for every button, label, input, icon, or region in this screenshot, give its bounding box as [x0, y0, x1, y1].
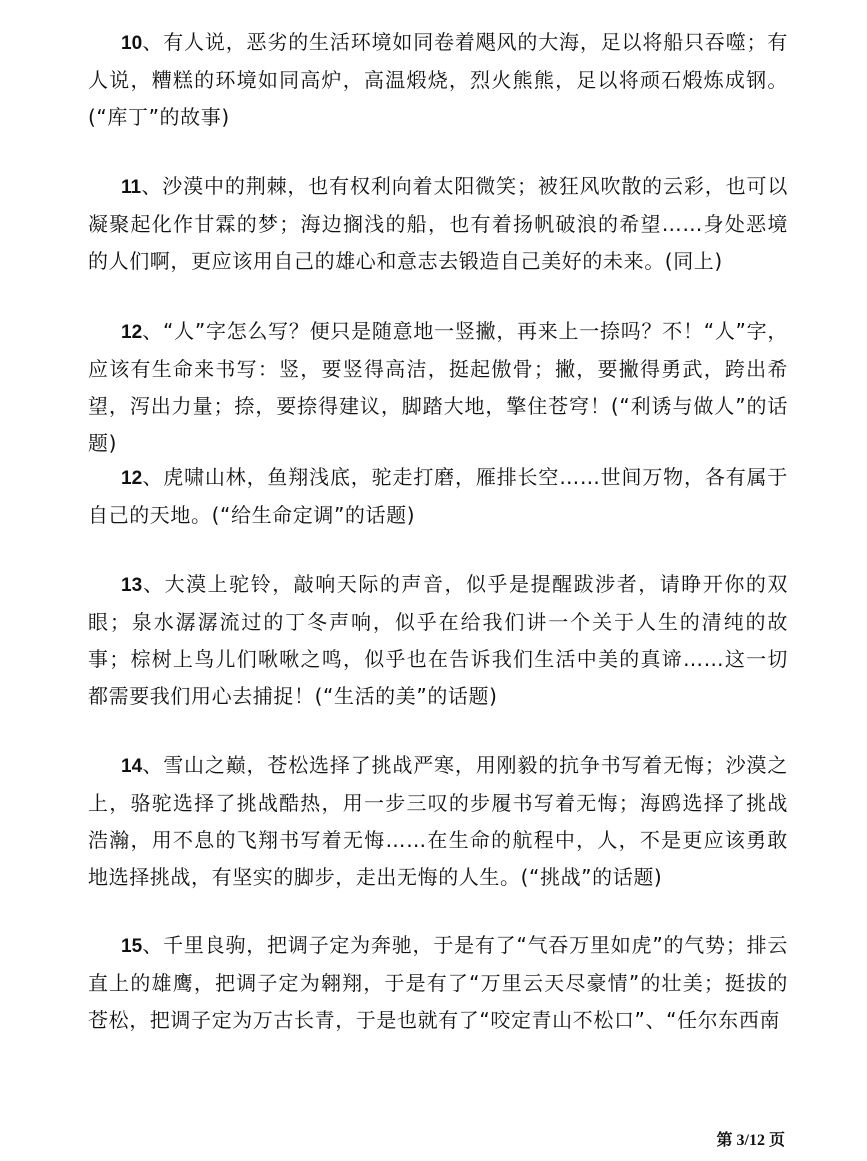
paragraph-number: 11: [121, 177, 142, 198]
paragraph-number: 15: [121, 936, 143, 957]
paragraph-text: 、沙漠中的荆棘，也有权利向着太阳微笑；被狂风吹散的云彩，也可以凝聚起化作甘霖的梦；海边搁浅的船，也有着扬帆破浪的希望……身处恶境的人们啊，更应该用自己的雄心和意志去锻造自己美好的未来。(同上): [88, 174, 788, 273]
paragraph-text: 、大漠上驼铃，敲响天际的声音，似乎是提醒跋涉者，请睁开你的双眼；泉水潺潺流过的丁冬声响，似乎在给我们讲一个关于人生的清纯的故事；棕树上鸟儿们啾啾之鸣，似乎也在告诉我们生活中美的真谛……这一切都需要我们用心去捕捉！(“生活的美”的话题): [88, 572, 788, 708]
paragraph-11: [88, 168, 788, 280]
paragraph-text: 、有人说，恶劣的生活环境如同卷着飓风的大海，足以将船只吞噬；有人说，糟糕的环境如同高炉，高温煅烧，烈火熊熊，足以将顽石煅炼成钢。(“库丁”的故事): [88, 30, 788, 129]
paragraph-text: 、千里良驹，把调子定为奔驰，于是有了“气吞万里如虎”的气势；排云直上的雄鹰，把调子定为翱翔，于是有了“万里云天尽豪情”的壮美；挺拔的苍松，把调子定为万古长青，于是也就有了“咬定青山不松口”、“任尔东西南: [88, 933, 788, 1032]
paragraph-number: 14: [121, 756, 143, 777]
paragraph-number: 10: [121, 33, 143, 54]
paragraph-text: 、虎啸山林，鱼翔浅底，驼走打磨，雁排长空……世间万物，各有属于自己的天地。(“给生命定调”的话题): [88, 465, 788, 527]
paragraph-number: 13: [121, 575, 143, 596]
paragraph-14: [88, 747, 788, 896]
paragraph-number: 12: [121, 468, 143, 489]
page-number: 第 3/12 页: [716, 1132, 785, 1149]
paragraph-text: 、雪山之巅，苍松选择了挑战严寒，用刚毅的抗争书写着无悔；沙漠之上，骆驼选择了挑战酷热，用一步三叹的步履书写着无悔；海鸥选择了挑战浩瀚，用不息的飞翔书写着无悔……在生命的航程中，人，不是更应该勇敢地选择挑战，有坚实的脚步，走出无悔的人生。(“挑战”的话题): [88, 753, 788, 889]
paragraph-13: [88, 566, 788, 715]
paragraph-text: 、“人”字怎么写？便只是随意地一竖撇，再来上一捺吗？不！“人”字，应该有生命来书写：竖，要竖得高洁，挺起傲骨；撇，要撇得勇武，跨出希望，泻出力量；捺，要捺得建议，脚踏大地，擎住苍穹！(“利诱与做人”的话题): [88, 319, 788, 455]
paragraph-12a: [88, 313, 788, 462]
paragraph-10: [88, 24, 788, 136]
paragraph-number: 12: [121, 322, 143, 343]
paragraph-15: [88, 927, 788, 1039]
paragraph-12b: [88, 459, 788, 534]
